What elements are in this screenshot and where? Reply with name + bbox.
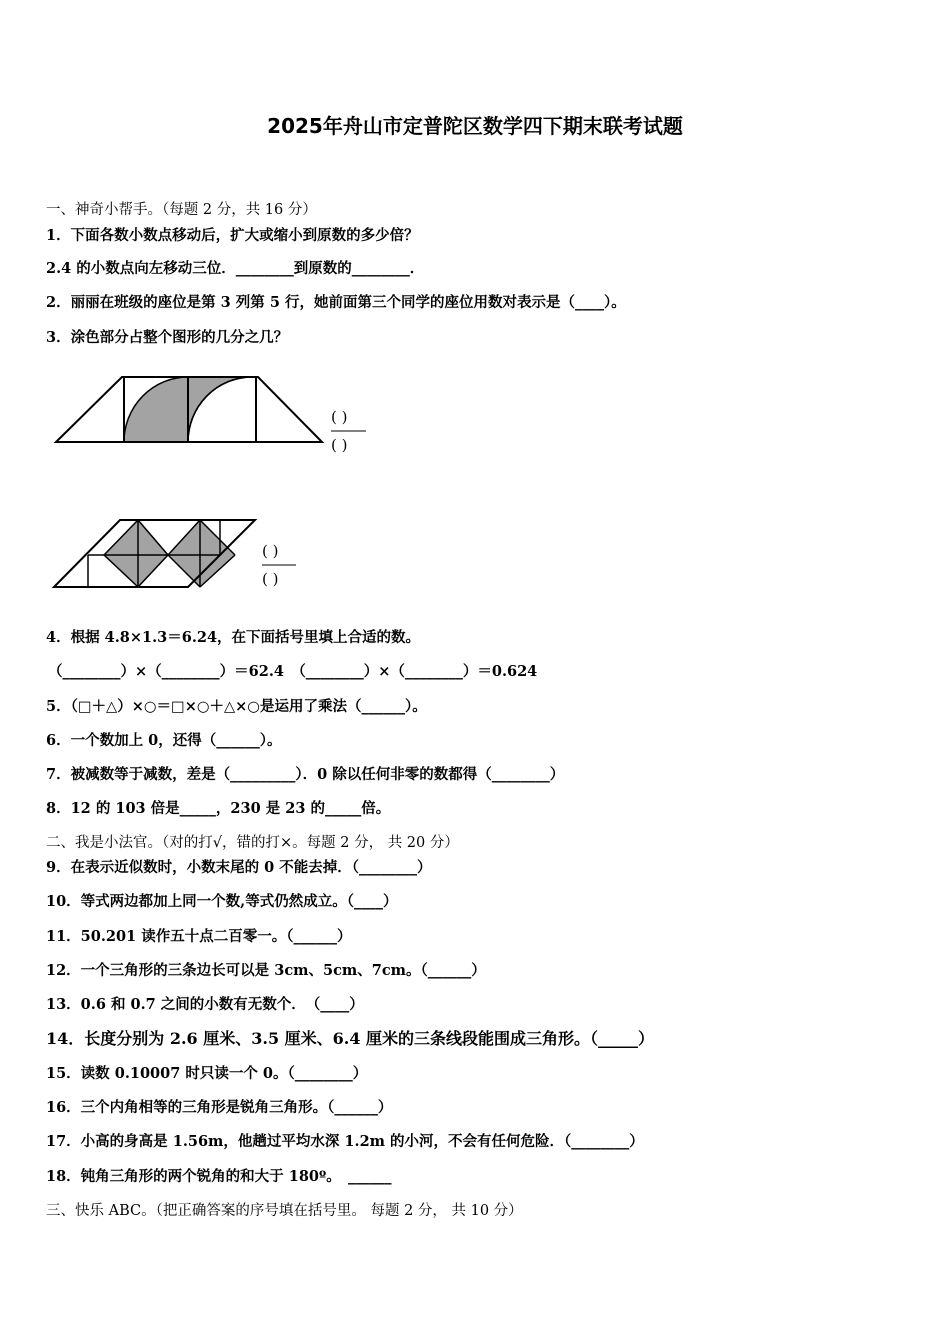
section-3-heading: 三、快乐 ABC。（把正确答案的序号填在括号里。 每题 2 分， 共 10 分） (46, 1203, 523, 1219)
question-7: 7．被减数等于减数，差是（_________）．0 除以任何非零的数都得（________） (46, 766, 565, 783)
page-title: 2025年舟山市定普陀区数学四下期末联考试题 (267, 114, 683, 138)
figure1-numerator: ( ) (331, 408, 348, 426)
shaded-diamond-1 (104, 520, 168, 587)
question-8: 8．12 的 103 倍是_____，230 是 23 的_____倍。 (46, 800, 391, 817)
section-2-heading: 二、我是小法官。（对的打√，错的打×。每题 2 分， 共 20 分） (46, 835, 459, 851)
question-3: 3．涂色部分占整个图形的几分之几？ (46, 329, 289, 346)
question-13: 13．0.6 和 0.7 之间的小数有无数个． （____） (46, 996, 364, 1013)
question-4-blanks: （________）×（________）＝62.4 （________）×（________）＝0.624 (48, 663, 538, 680)
question-11: 11．50.201 读作五十点二百零一。（______） (46, 928, 352, 945)
question-17: 17．小高的身高是 1.56m，他趟过平均水深 1.2m 的小河，不会有任何危险．（________） (46, 1133, 644, 1150)
section-1-heading: 一、神奇小帮手。（每题 2 分，共 16 分） (46, 202, 317, 218)
question-16: 16．三个内角相等的三角形是锐角三角形。（______） (46, 1099, 393, 1116)
question-6: 6．一个数加上 0，还得（______）。 (46, 732, 282, 749)
shaded-diamond-2 (168, 520, 235, 587)
question-1-text: 2.4 的小数点向左移动三位．________到原数的________． (46, 260, 425, 277)
trapezoid-figure (50, 370, 380, 460)
question-5: 5．（□＋△）×○＝□×○＋△×○是运用了乘法（______）。 (46, 698, 427, 715)
question-15: 15．读数 0.10007 时只读一个 0。（________） (46, 1065, 368, 1082)
question-14: 14．长度分别为 2.6 厘米、3.5 厘米、6.4 厘米的三条线段能围成三角形。（_____） (46, 1029, 655, 1048)
parallelogram-figure (50, 512, 310, 597)
question-1: 1．下面各数小数点移动后，扩大或缩小到原数的多少倍？ (46, 227, 419, 244)
figure1-denominator: ( ) (331, 436, 348, 454)
question-12: 12．一个三角形的三条边长可以是 3cm、5cm、7cm。（______） (46, 962, 486, 979)
shaded-quarter-circle-2 (188, 377, 252, 442)
figure2-denominator: ( ) (262, 570, 279, 588)
question-9: 9．在表示近似数时，小数末尾的 0 不能去掉．（________） (46, 859, 432, 876)
question-10: 10．等式两边都加上同一个数,等式仍然成立。（____） (46, 893, 398, 910)
question-18: 18．钝角三角形的两个锐角的和大于 180º。 ______ (46, 1168, 392, 1185)
question-4: 4．根据 4.8×1.3＝6.24，在下面括号里填上合适的数。 (46, 629, 421, 646)
figure2-numerator: ( ) (262, 542, 279, 560)
question-2: 2．丽丽在班级的座位是第 3 列第 5 行，她前面第三个同学的座位用数对表示是（____）。 (46, 294, 626, 311)
